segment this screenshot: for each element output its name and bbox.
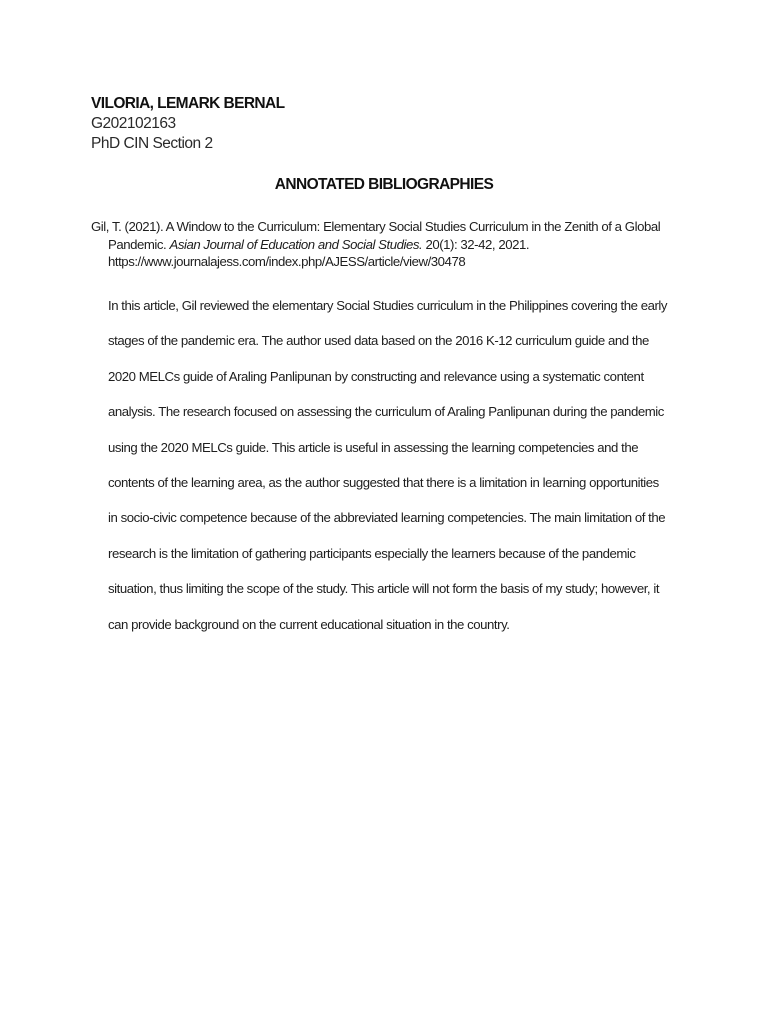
citation-url: https://www.journalajess.com/index.php/AJESS/article/view/30478 — [108, 254, 466, 269]
annotation-line: situation, thus limiting the scope of the study. This article will not form the basis of my study; however, it — [108, 581, 660, 597]
annotation-line: using the 2020 MELCs guide. This article is useful in assessing the learning competencies and the — [108, 439, 639, 455]
annotation-paragraph — [108, 288, 688, 642]
course-section: PhD CIN Section 2 — [91, 135, 213, 152]
student-id: G202102163 — [91, 115, 176, 132]
document-header — [91, 94, 691, 154]
annotation-line: research is the limitation of gathering participants especially the learners because of the pandemic — [108, 545, 636, 561]
citation-details: 20(1): 32-42, 2021. — [422, 236, 530, 252]
annotation-line: in socio-civic competence because of the abbreviated learning competencies. The main limitation of the — [108, 510, 666, 526]
annotation-line: In this article, Gil reviewed the elementary Social Studies curriculum in the Philippines covering the early — [108, 298, 668, 313]
citation-journal: Asian Journal of Education and Social Studies. — [169, 236, 423, 252]
annotation-line: contents of the learning area, as the author suggested that there is a limitation in learning opportunities — [108, 475, 659, 491]
annotation-line: can provide background on the current educational situation in the country. — [108, 616, 510, 632]
citation-lead: Gil, T. (2021). A Window to the Curriculum: Elementary Social Studies Curriculum in the Zenith of a Global Pandemic. — [91, 219, 661, 252]
annotation-line: stages of the pandemic era. The author used data based on the 2016 K-12 curriculum guide and the — [108, 333, 649, 349]
bibliography-citation — [91, 218, 686, 271]
author-name: VILORIA, LEMARK BERNAL — [91, 95, 285, 112]
document-title: ANNOTATED BIBLIOGRAPHIES — [274, 176, 494, 193]
annotation-line: 2020 MELCs guide of Araling Panlipunan by constructing and relevance using a systematic content — [108, 368, 644, 384]
annotation-line: analysis. The research focused on assessing the curriculum of Araling Panlipunan during the pandemic — [108, 404, 664, 420]
